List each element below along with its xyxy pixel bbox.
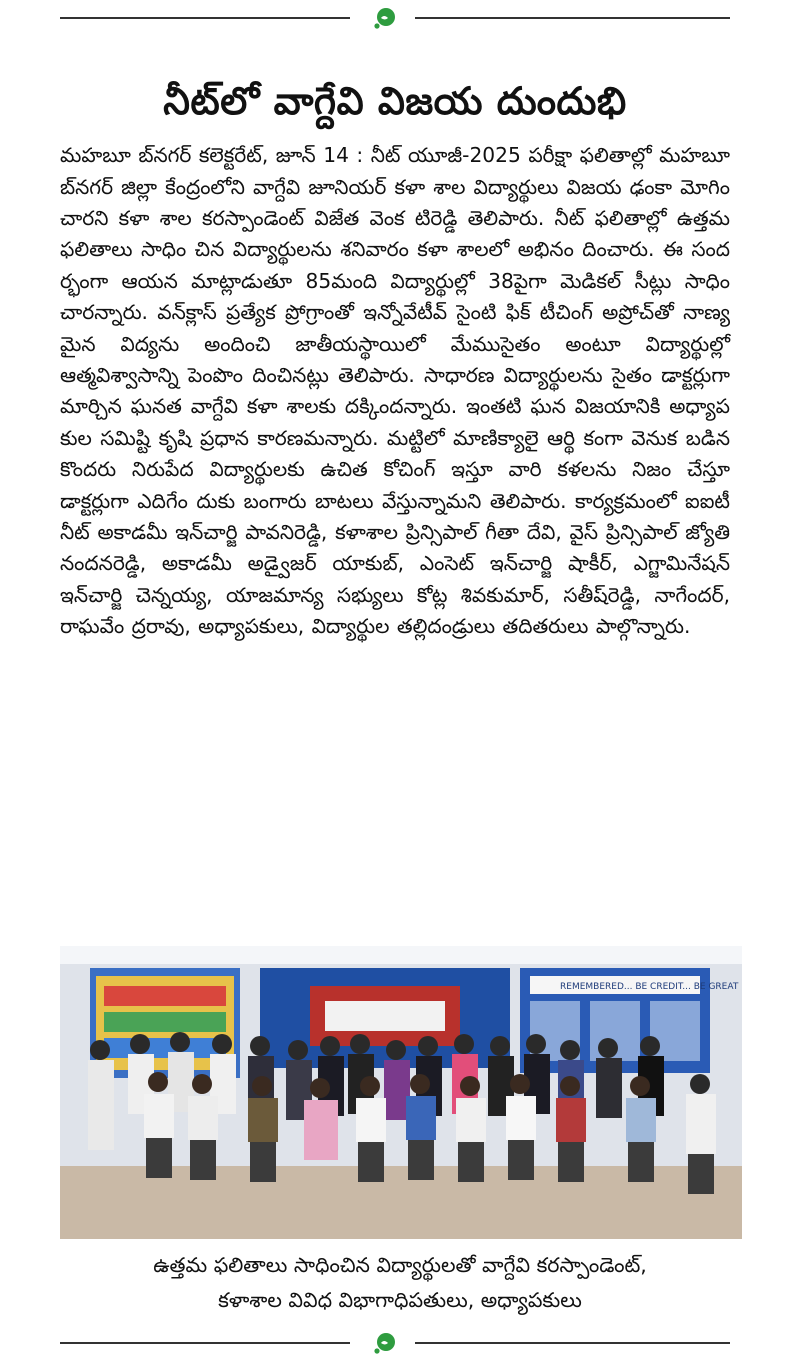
separator-line-left [60, 1342, 350, 1344]
photo-caption [60, 1248, 740, 1318]
article-body: మహబూ బ్‌నగర్ కలెక్టరేట్, జూన్ 14 : నీట్ యూజీ-2025 పరీక్షా ఫలితాల్లో మహబూ బ్‌నగర్ జిల్లా కేంద్రంలోని వాగ్దేవి జూనియర్ కళా శాల విద్యార్థులు విజయ ఢంకా మోగిం చారని కళా శాల కరస్పాండెంట్ విజేత వెంక టిరెడ్డి తెలిపారు. నీట్ ఫలితాల్లో ఉత్తమ ఫలితాలు సాధిం చిన విద్యార్థులను శనివారం కళా శాలలో అభినం దించారు. ఈ సంద ర్భంగా ఆయన మాట్లాడుతూ 85మంది విద్యార్థుల్లో 38పైగా మెడికల్ సీట్లు సాధిం చారన్నారు. వన్‌క్లాస్ ప్రత్యేక ప్రోగ్రాంతో ఇన్నోవేటీవ్ సైంటి ఫిక్ టీచింగ్ అప్రోచ్‌తో నాణ్య మైన విద్యను అందించి జాతీయస్థాయిలో మేముసైతం అంటూ విద్యార్థుల్లో ఆత్మవిశ్వాసాన్ని పెంపొం దించినట్లు తెలిపారు. సాధారణ విద్యార్థులను సైతం డాక్టర్లుగా మార్చిన ఘనత వాగ్దేవి కళా శాలకు దక్కిందన్నారు. ఇంతటి ఘన విజయానికి అధ్యాప కుల సమిష్టి కృషి ప్రధాన కారణమన్నారు. మట్టిలో మాణిక్యాలై ఆర్థి కంగా వెనుక బడిన కొందరు నిరుపేద విద్యార్థులకు ఉచిత కోచింగ్ ఇస్తూ వారి కళలను నిజం చేస్తూ డాక్టర్లుగా ఎదిగేం దుకు బంగారు బాటలు వేస్తున్నామని తెలిపారు. కార్యక్రమంలో ఐఐటీ నీట్ అకాడమీ ఇన్‌చార్జి పావనిరెడ్డి, కళాశాల ప్రిన్సిపాల్ గీతా దేవి, వైస్ ప్రిన్సిపాల్ జ్యోతి నందనరెడ్డి, అకాడమీ అడ్వైజర్ యాకుబ్, ఎంసెట్ ఇన్‌చార్జి షాకీర్, ఎగ్జామినేషన్ ఇన్‌చార్జి చెన్నయ్య, యాజమాన్య సభ్యులు కోట్ల శివకుమార్, సతీష్‌రెడ్డి, నాగేందర్, రాఘవేం ద్రరావు, అధ్యాపకులు, విద్యార్థుల తల్లిదండ్రులు తదితరులు పాల్గొన్నారు. [60, 143, 730, 639]
bottom-separator-rule [60, 1331, 730, 1355]
group-photo-illustration [60, 946, 742, 1239]
top-separator-rule [60, 6, 730, 30]
article-headline: నీట్‌లో వాగ్దేవి విజయ దుందుభి [163, 79, 627, 124]
group-photo [60, 946, 742, 1239]
banner-text: REMEMBERED... BE CREDIT... BE GREAT [560, 982, 739, 992]
caption-line-1: ఉత్తమ ఫలితాలు సాధించిన విద్యార్థులతో వాగ్దేవి కరస్పాండెంట్, [153, 1253, 647, 1277]
caption-line-2: కళాశాల వివిధ విభాగాధిపతులు, అధ్యాపకులు [218, 1288, 582, 1312]
separator-line-right [415, 17, 730, 19]
separator-line-right [415, 1342, 730, 1344]
paper-logo-icon [372, 6, 396, 30]
separator-line-left [60, 17, 350, 19]
paper-logo-icon [372, 1331, 396, 1355]
